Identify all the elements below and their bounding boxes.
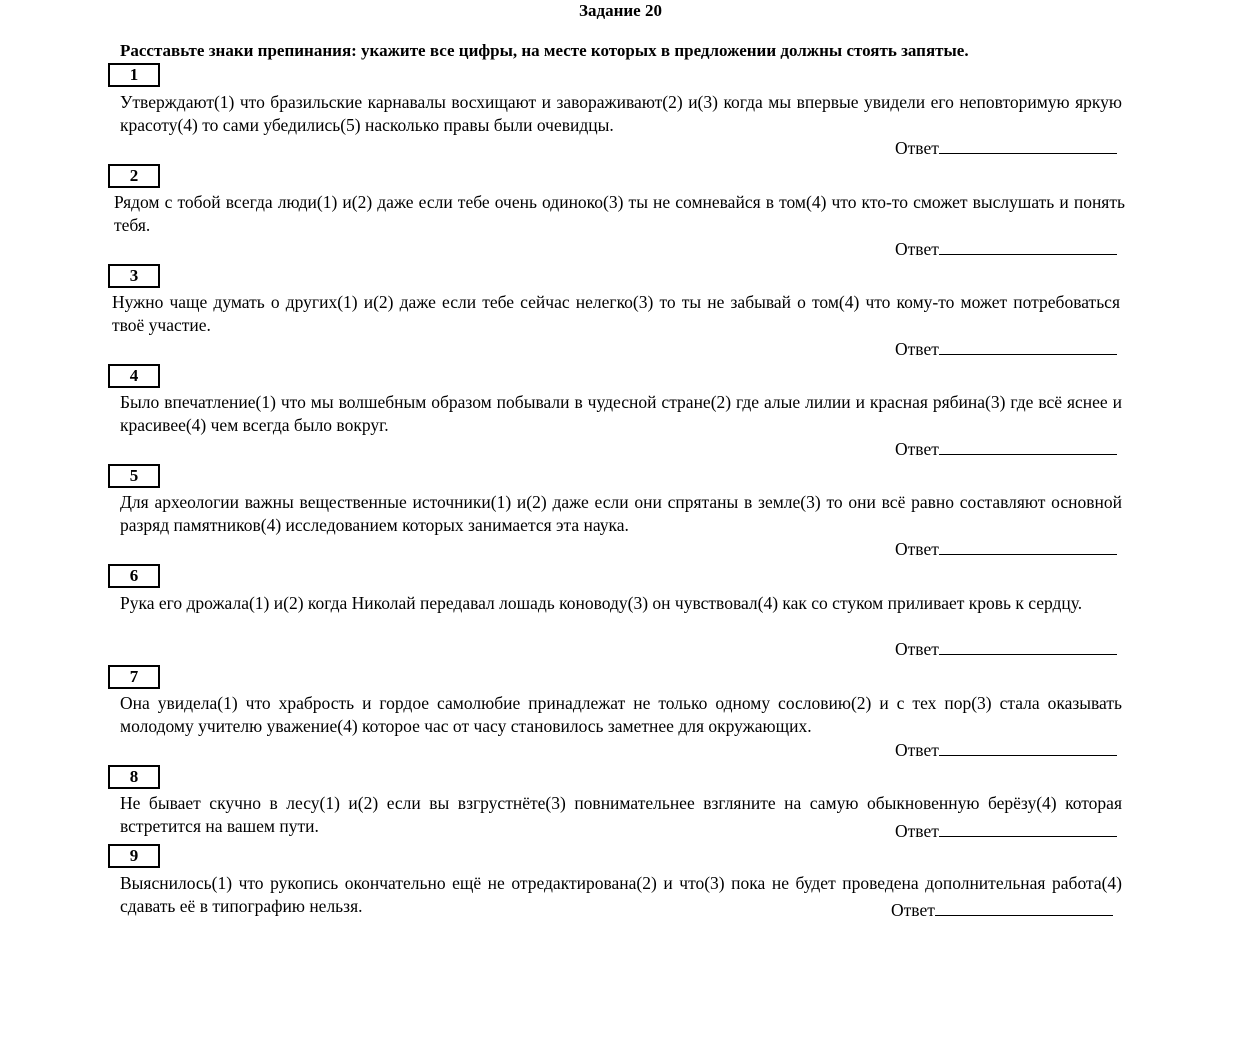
task-number-box: 8 [108,765,160,789]
answer-line[interactable] [939,136,1117,154]
task-text: Рядом с тобой всегда люди(1) и(2) даже если тебе очень одиноко(3) ты не сомневайся в том(4) что кто-то сможет выслушать и понять тебя. [114,192,1125,235]
answer-field[interactable] [895,537,1117,560]
task-text: Было впечатление(1) что мы волшебным образом побывали в чудесной стране(2) где алые лилии и красная рябина(3) где всё яснее и красивее(4) чем всегда было вокруг. [120,392,1122,435]
answer-label: Ответ [895,439,939,459]
answer-field[interactable] [895,237,1117,260]
answer-label: Ответ [895,539,939,559]
task-number-box: 9 [108,844,160,868]
task-text: Рука его дрожала(1) и(2) когда Николай передавал лошадь коноводу(3) он чувствовал(4) как со стуком приливает кровь к сердцу. [120,593,1083,613]
instruction-text: Расставьте знаки препинания: укажите все цифры, на месте которых в предложении должны стоять запятые. [120,41,969,60]
answer-field[interactable] [895,337,1117,360]
answer-line[interactable] [939,738,1117,756]
answer-label: Ответ [895,821,939,841]
answer-field[interactable] [895,437,1117,460]
answer-field[interactable] [895,637,1117,660]
task-number-box: 6 [108,564,160,588]
answer-line[interactable] [939,637,1117,655]
answer-line[interactable] [939,537,1117,555]
answer-field[interactable] [895,136,1117,159]
answer-label: Ответ [895,239,939,259]
task-number-box: 7 [108,665,160,689]
task-text: Нужно чаще думать о других(1) и(2) даже если тебе сейчас нелегко(3) то ты не забывай о том(4) что кому-то может потребоваться твоё участие. [112,292,1120,335]
task-number-box: 4 [108,364,160,388]
answer-label: Ответ [895,740,939,760]
task-number-box: 2 [108,164,160,188]
task-number-box: 3 [108,264,160,288]
answer-field[interactable] [895,738,1117,761]
task-text: Выяснилось(1) что рукопись окончательно ещё не отредактирована(2) и что(3) пока не будет проведена дополнительная работа(4) сдавать её в типографию нельзя. [120,873,1122,916]
task-text: Утверждают(1) что бразильские карнавалы восхищают и завораживают(2) и(3) когда мы впервые увидели его неповторимую яркую красоту(4) то сами убедились(5) насколько правы были очевидцы. [120,92,1122,135]
task-text: Она увидела(1) что храбрость и гордое самолюбие принадлежат не только одному сословию(2) и с тех пор(3) стала оказывать молодому учителю уважение(4) которое час от часу становилось заметнее для окружающих. [120,693,1122,736]
answer-label: Ответ [895,339,939,359]
task-number-box: 1 [108,63,160,87]
task-number-box: 5 [108,464,160,488]
answer-line[interactable] [939,237,1117,255]
page-title: Задание 20 [579,1,662,20]
answer-label: Ответ [891,900,935,920]
answer-line[interactable] [935,898,1113,916]
answer-field[interactable] [891,898,1113,921]
task-text: Для археологии важны вещественные источники(1) и(2) даже если они спрятаны в земле(3) то они всё равно составляют основной разряд памятников(4) исследованием которых занимается эта наука. [120,492,1122,535]
task-text: Не бывает скучно в лесу(1) и(2) если вы взгрустнёте(3) повнимательнее взгляните на самую обыкновенную берёзу(4) которая встретится на вашем пути. [120,793,1122,836]
answer-field[interactable] [895,819,1117,842]
answer-line[interactable] [939,337,1117,355]
answer-label: Ответ [895,639,939,659]
answer-line[interactable] [939,819,1117,837]
answer-label: Ответ [895,138,939,158]
answer-line[interactable] [939,437,1117,455]
